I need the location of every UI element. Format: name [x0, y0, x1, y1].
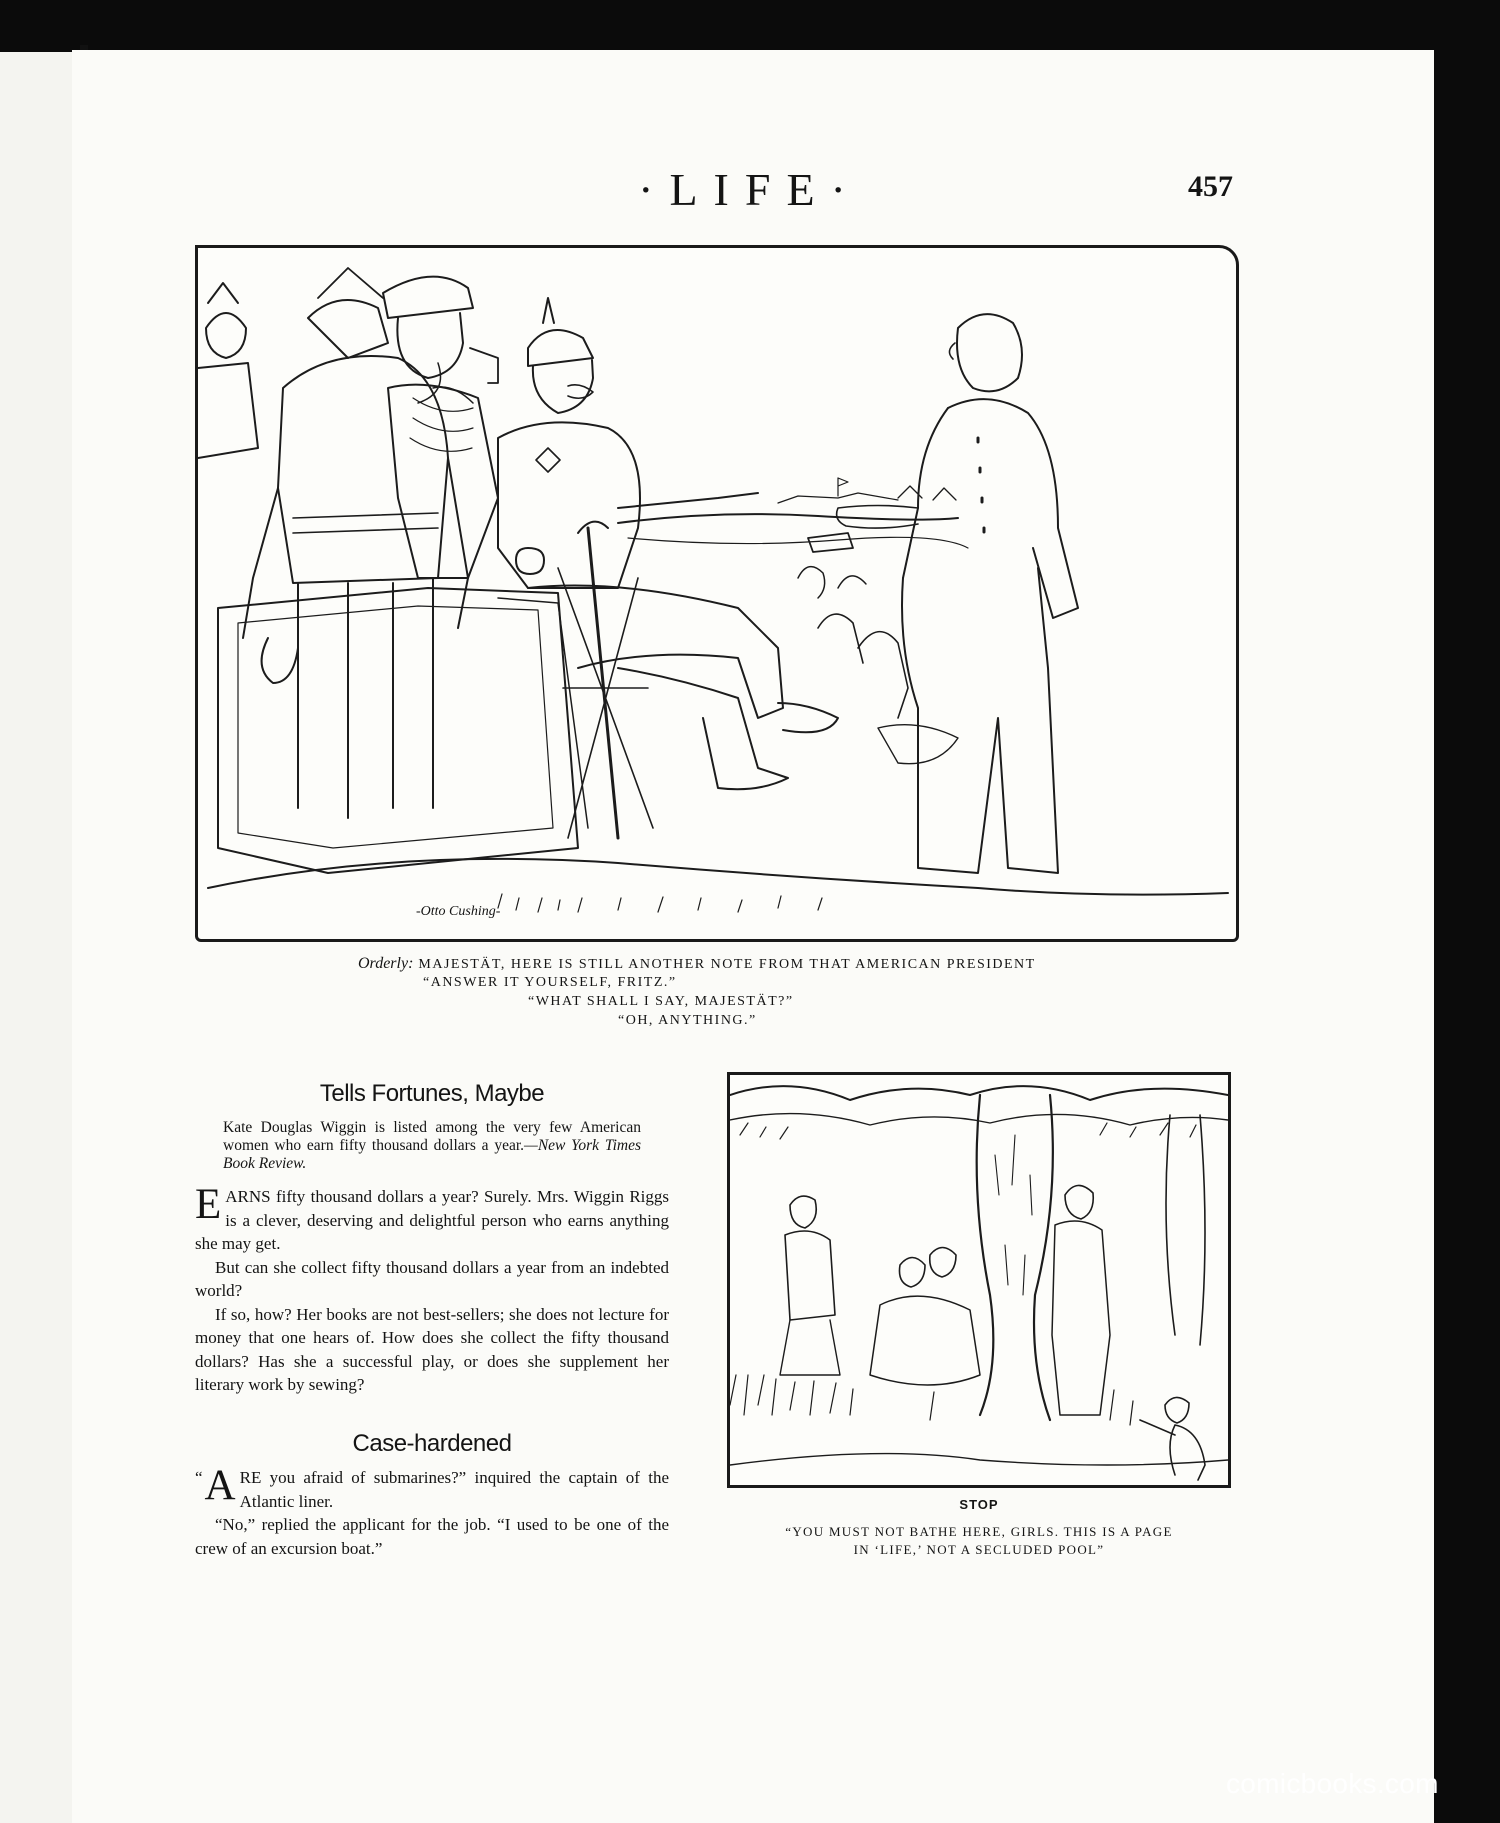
page-number: 457	[1188, 170, 1233, 203]
article-headline-case-hardened: Case-hardened	[352, 1430, 512, 1457]
paragraph-text: ARNS fifty thousand dollars a year? Surely. Mrs. Wiggin Riggs is a clever, deserving and delightful person who earns anything she may get.	[195, 1187, 669, 1253]
stop-caption-line-1: “YOU MUST NOT BATHE HERE, GIRLS. THIS IS A PAGE	[785, 1524, 1173, 1539]
drop-cap: E	[195, 1181, 222, 1228]
stop-cartoon-drawing	[730, 1075, 1228, 1485]
caption-speaker: Orderly:	[358, 955, 414, 972]
kaiser-cartoon-drawing	[198, 248, 1236, 939]
caption-line-3: “WHAT SHALL I SAY, MAJESTÄT?”	[528, 994, 794, 1009]
opening-quote: “	[195, 1468, 203, 1487]
drop-cap: A	[204, 1462, 236, 1509]
article-paragraph: If so, how? Her books are not best-sellers; she does not lecture for money that one hears of. How does she collect the fifty thousand dollars? Has she a successful play, or does she supplement her literary work by sewing?	[195, 1304, 669, 1394]
paragraph-text: RE you afraid of submarines?” inquired the captain of the Atlantic liner.	[239, 1468, 669, 1511]
epigraph-source: —New York Times Book Review.	[223, 1137, 642, 1172]
artist-signature: -Otto Cushing-	[416, 904, 501, 919]
article-case-hardened	[195, 1462, 669, 1560]
site-watermark: comicbooks.com	[1226, 1768, 1439, 1799]
article-paragraph: But can she collect fifty thousand dollars a year from an indebted world?	[195, 1257, 669, 1300]
stop-cartoon-caption	[727, 1523, 1231, 1559]
caption-line-4: “OH, ANYTHING.”	[618, 1013, 757, 1028]
stop-cartoon-illustration	[727, 1072, 1231, 1488]
article-paragraph	[195, 1181, 669, 1256]
stop-cartoon-title: STOP	[959, 1497, 999, 1512]
epigraph-text: Kate Douglas Wiggin is listed among the very few American women who earn fifty thousand dollars a year.	[223, 1119, 641, 1154]
article-headline-tells-fortunes: Tells Fortunes, Maybe	[319, 1080, 545, 1107]
kaiser-cartoon-illustration	[195, 245, 1239, 942]
article-epigraph	[195, 1119, 669, 1173]
article-paragraph: “No,” replied the applicant for the job. “I used to be one of the crew of an excursion boat.”	[195, 1515, 669, 1558]
article-tells-fortunes	[195, 1119, 669, 1397]
stop-caption-line-2: IN ‘LIFE,’ NOT A SECLUDED POOL”	[853, 1542, 1105, 1557]
facing-page-edge	[0, 52, 80, 1823]
article-paragraph	[195, 1462, 669, 1513]
caption-line-1: MAJESTÄT, HERE IS STILL ANOTHER NOTE FROM THAT AMERICAN PRESIDENT	[418, 957, 1036, 972]
caption-line-2: “ANSWER IT YOURSELF, FRITZ.”	[423, 975, 677, 990]
masthead-title: ·LIFE·	[638, 164, 862, 215]
